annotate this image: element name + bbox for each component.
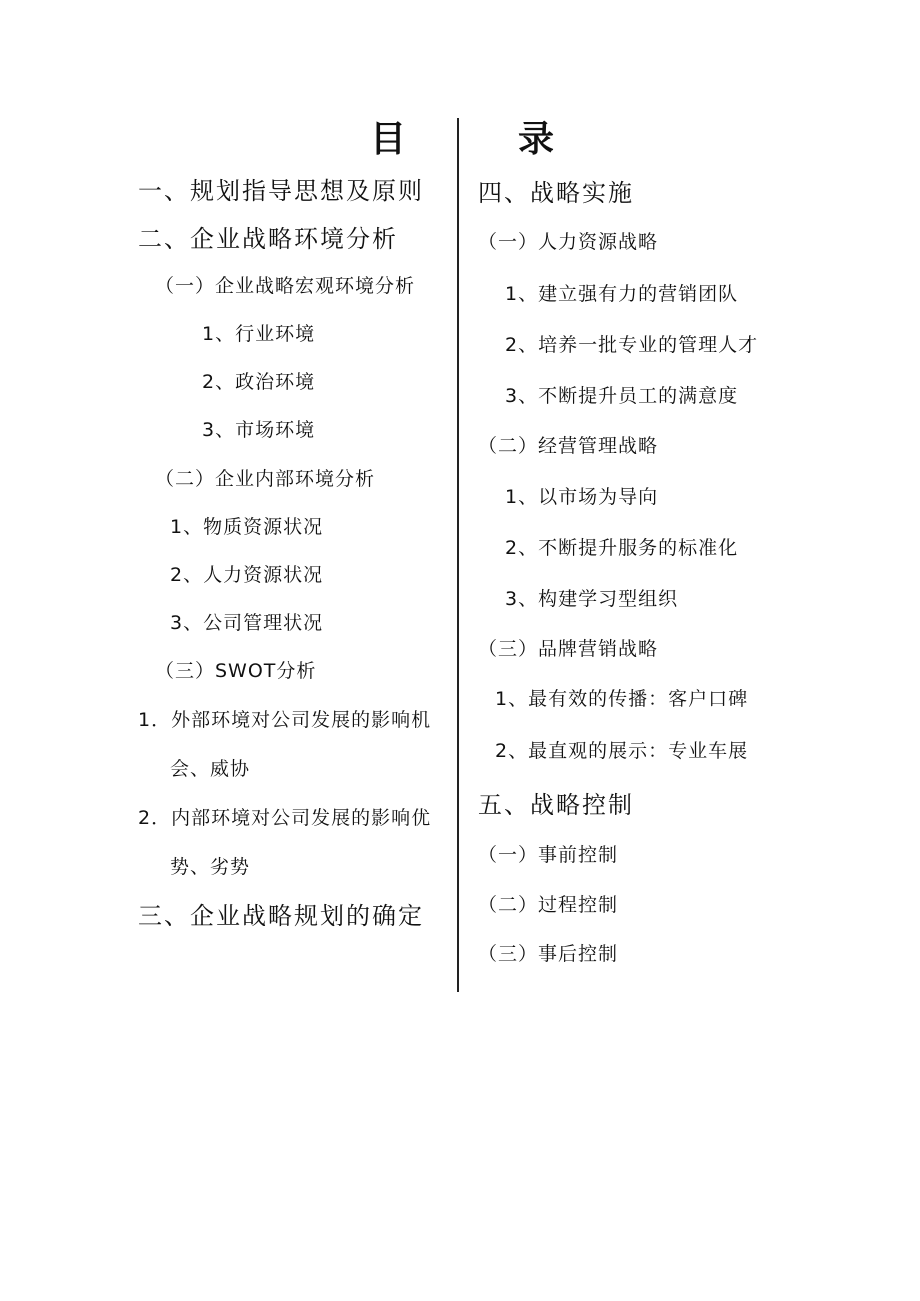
toc-item-4-1[interactable]: （一）人力资源战略 bbox=[478, 231, 659, 253]
toc-item-4-2[interactable]: （二）经营管理战略 bbox=[478, 435, 659, 457]
toc-item-4-2-2[interactable]: 2、不断提升服务的标准化 bbox=[505, 537, 739, 559]
toc-item-2-2-2[interactable]: 2、人力资源状况 bbox=[170, 564, 324, 586]
column-divider bbox=[457, 118, 459, 992]
toc-item-2-3-2[interactable]: 2．内部环境对公司发展的影响优 bbox=[138, 807, 432, 829]
toc-item-2-3[interactable]: （三）SWOT分析 bbox=[155, 660, 317, 682]
toc-item-section-5[interactable]: 五、战略控制 bbox=[478, 791, 634, 819]
toc-item-2-3-1[interactable]: 1．外部环境对公司发展的影响机 bbox=[138, 709, 432, 731]
toc-item-2-1[interactable]: （一）企业战略宏观环境分析 bbox=[155, 275, 416, 297]
toc-item-2-1-3[interactable]: 3、市场环境 bbox=[202, 419, 316, 441]
toc-item-2-3-1-cont[interactable]: 会、威协 bbox=[170, 758, 251, 780]
toc-item-4-2-1[interactable]: 1、以市场为导向 bbox=[505, 486, 659, 508]
toc-item-2-3-2-cont[interactable]: 势、劣势 bbox=[170, 856, 251, 878]
toc-item-4-1-2[interactable]: 2、培养一批专业的管理人才 bbox=[505, 334, 759, 356]
toc-item-2-2[interactable]: （二）企业内部环境分析 bbox=[155, 468, 376, 490]
toc-item-4-3[interactable]: （三）品牌营销战略 bbox=[478, 638, 659, 660]
toc-item-5-3[interactable]: （三）事后控制 bbox=[478, 943, 619, 965]
toc-item-4-3-2[interactable]: 2、最直观的展示：专业车展 bbox=[495, 740, 749, 762]
toc-item-2-1-1[interactable]: 1、行业环境 bbox=[202, 323, 316, 345]
toc-item-section-1[interactable]: 一、规划指导思想及原则 bbox=[138, 177, 424, 205]
toc-item-4-2-3[interactable]: 3、构建学习型组织 bbox=[505, 588, 679, 610]
toc-item-section-2[interactable]: 二、企业战略环境分析 bbox=[138, 225, 398, 253]
toc-item-2-2-1[interactable]: 1、物质资源状况 bbox=[170, 516, 324, 538]
toc-item-5-1[interactable]: （一）事前控制 bbox=[478, 844, 619, 866]
toc-item-5-2[interactable]: （二）过程控制 bbox=[478, 894, 619, 916]
toc-item-2-1-2[interactable]: 2、政治环境 bbox=[202, 371, 316, 393]
toc-item-section-3[interactable]: 三、企业战略规划的确定 bbox=[138, 902, 424, 930]
toc-item-4-1-3[interactable]: 3、不断提升员工的满意度 bbox=[505, 385, 739, 407]
toc-item-4-1-1[interactable]: 1、建立强有力的营销团队 bbox=[505, 283, 739, 305]
toc-title-left: 目 bbox=[370, 119, 407, 160]
toc-title-right: 录 bbox=[518, 119, 555, 160]
toc-item-4-3-1[interactable]: 1、最有效的传播：客户口碑 bbox=[495, 688, 749, 710]
toc-item-section-4[interactable]: 四、战略实施 bbox=[478, 179, 634, 207]
toc-item-2-2-3[interactable]: 3、公司管理状况 bbox=[170, 612, 324, 634]
